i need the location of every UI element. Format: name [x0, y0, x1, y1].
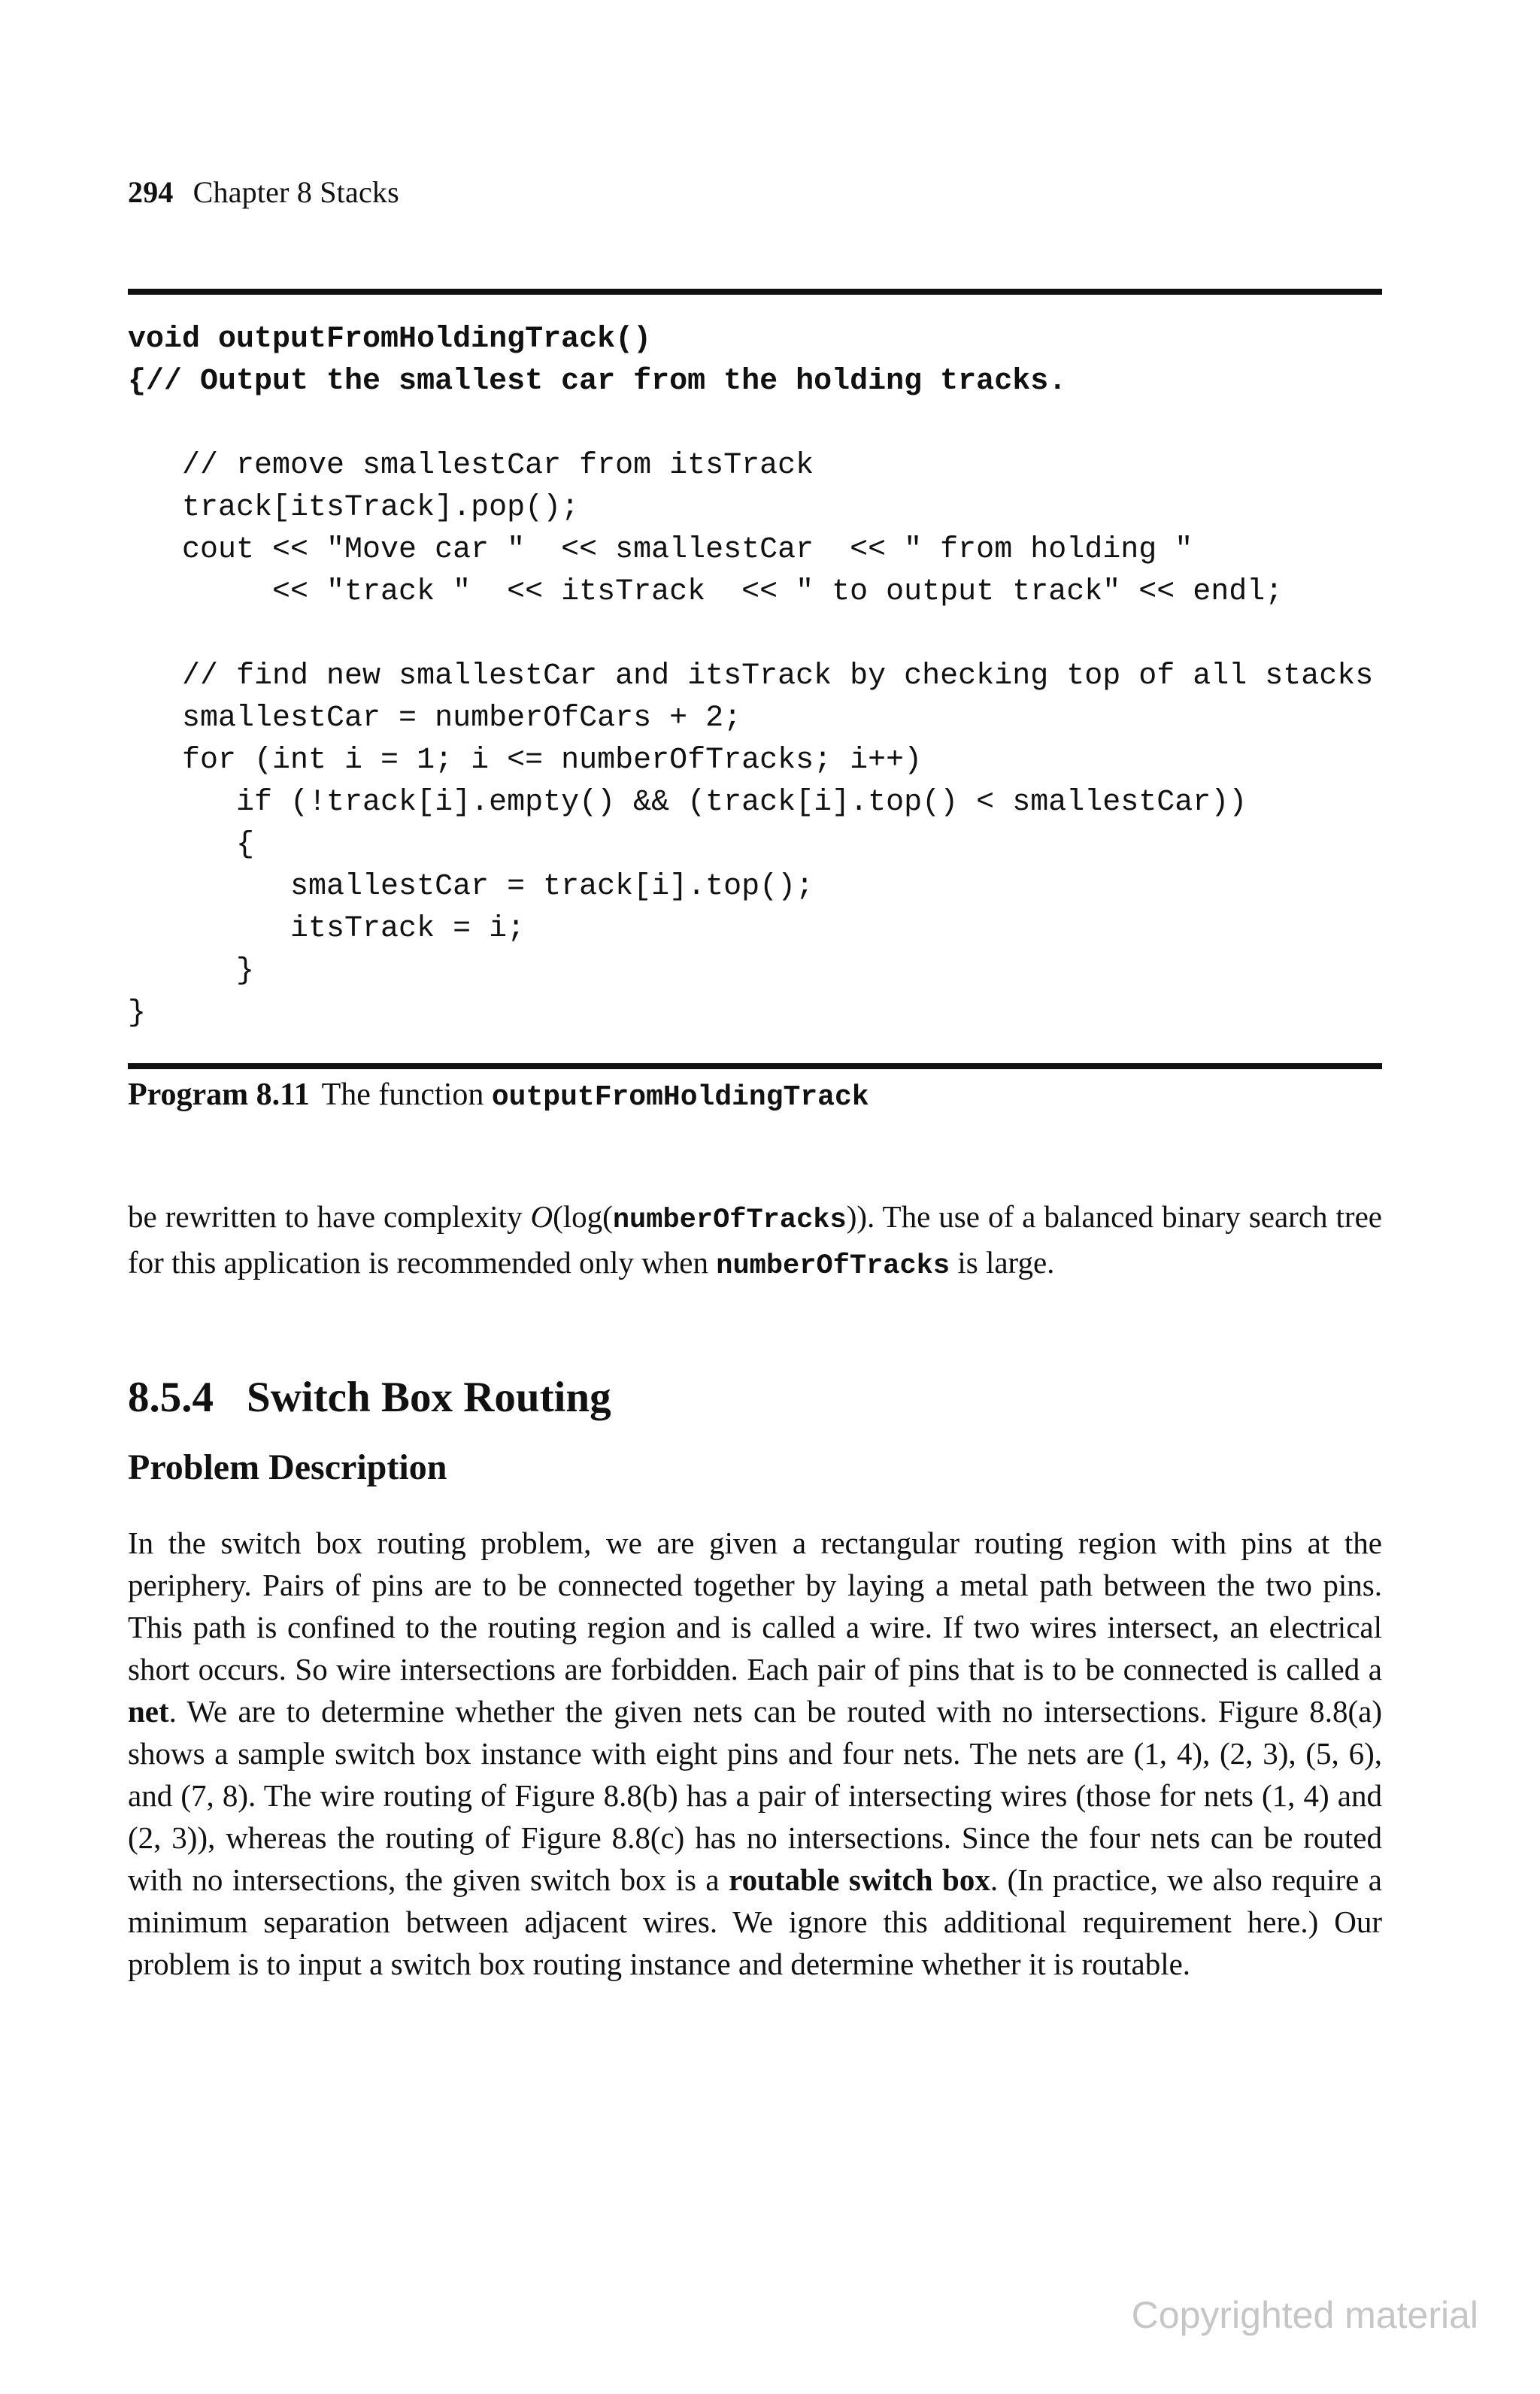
code-header	[128, 319, 1391, 403]
section-title: Switch Box Routing	[247, 1374, 611, 1421]
paragraph-text: . (In practice, we also require a minimum separation between adjacent wires. We ignore this additional requirement here.) Our problem is to input a switch box routing instance and determine whether it is routable.	[128, 1862, 1382, 1981]
code-line: }	[128, 954, 255, 988]
inline-code: numberOfTracks	[716, 1250, 950, 1282]
paragraph-text: In the switch box routing problem, we are given a rectangular routing region with pins at the periphery. Pairs of pins are to be connected together by laying a metal path between the two pins. This path is confined to the routing region and is called a wire. If two wires intersect, an electrical short occurs. So wire intersections are forbidden. Each pair of pins that is to be connected is called a	[128, 1526, 1382, 1686]
defined-term: routable switch box	[729, 1862, 990, 1897]
code-signature: void outputFromHoldingTrack()	[128, 323, 652, 356]
code-line: smallestCar = numberOfCars + 2;	[128, 702, 742, 735]
subsection-heading: Problem Description	[128, 1447, 447, 1487]
code-body	[128, 445, 1391, 1035]
caption-function-name: outputFromHoldingTrack	[491, 1081, 869, 1114]
code-top-rule	[128, 289, 1382, 295]
code-line: << "track " << itsTrack << " to output track" << endl;	[128, 575, 1284, 609]
defined-term: net	[128, 1694, 169, 1729]
code-bottom-rule	[128, 1063, 1382, 1069]
paragraph-complexity	[128, 1195, 1382, 1287]
paragraph-text: )). The use of a balanced binary search tree for this application is recommended only when	[128, 1199, 1382, 1280]
program-caption	[128, 1077, 869, 1114]
paragraph-text: is large.	[950, 1245, 1055, 1280]
code-line: track[itsTrack].pop();	[128, 491, 580, 525]
code-line: if (!track[i].empty() && (track[i].top() < smallestCar))	[128, 786, 1247, 820]
page-header	[128, 174, 399, 210]
code-line: itsTrack = i;	[128, 912, 526, 946]
running-title: Chapter 8 Stacks	[192, 175, 399, 209]
page-number: 294	[128, 175, 174, 209]
big-o-symbol: O	[530, 1199, 553, 1234]
code-opening-comment: {// Output the smallest car from the holding tracks.	[128, 365, 1067, 398]
caption-text: The function	[321, 1077, 484, 1112]
section-number: 8.5.4	[128, 1374, 214, 1421]
code-line: }	[128, 996, 147, 1030]
paragraph-text: be rewritten to have complexity	[128, 1199, 531, 1234]
paragraph-text: (log(	[553, 1199, 613, 1234]
caption-label: Program 8.11	[128, 1077, 310, 1112]
code-line: {	[128, 828, 255, 862]
code-line: // find new smallestCar and itsTrack by checking top of all stacks	[128, 659, 1374, 693]
code-line: smallestCar = track[i].top();	[128, 870, 814, 904]
code-line: cout << "Move car " << smallestCar << " from holding "	[128, 533, 1193, 567]
paragraph-problem-description	[128, 1522, 1382, 1985]
inline-code: numberOfTracks	[612, 1205, 847, 1236]
section-heading	[128, 1373, 611, 1422]
paragraph-text: . We are to determine whether the given nets can be routed with no intersections. Figure 8.8(a) shows a sample switch box instance with eight pins and four nets. The nets are (1, 4), (2, 3), (5, 6), and (7, 8). The wire routing of Figure 8.8(b) has a pair of intersecting wires (those for nets (1, 4) and (2, 3)), whereas the routing of Figure 8.8(c) has no intersections. Since the four nets can be routed with no intersections, the given switch box is a	[128, 1694, 1382, 1897]
code-line: // remove smallestCar from itsTrack	[128, 449, 814, 483]
watermark: Copyrighted material	[1131, 2294, 1478, 2336]
code-line: for (int i = 1; i <= numberOfTracks; i++)	[128, 744, 923, 777]
